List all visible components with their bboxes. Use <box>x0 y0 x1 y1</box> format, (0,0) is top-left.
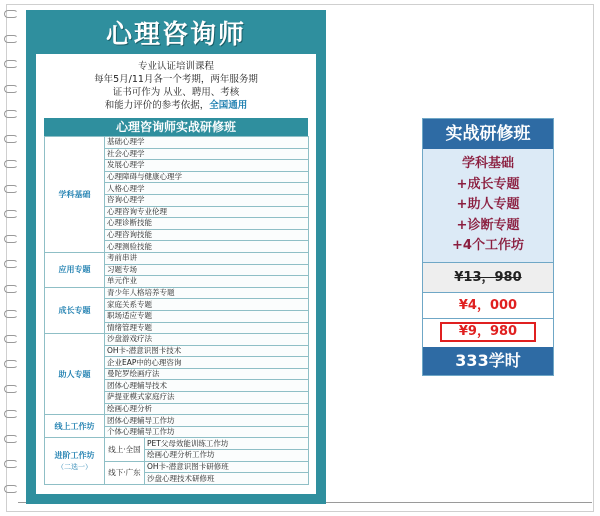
category-jinjie-sublabel: （二选一） <box>57 462 92 471</box>
category-xueke: 学科基础 <box>45 137 105 253</box>
course-item: 曼陀罗绘画疗法 <box>105 368 309 380</box>
table-row <box>45 287 309 299</box>
discount-price: ¥4，000 <box>458 298 518 313</box>
flyer-title: 心理咨询师 <box>105 20 246 50</box>
course-item: 职场适应专题 <box>105 310 309 322</box>
table-row <box>45 137 309 149</box>
table-row <box>45 415 309 427</box>
binder-ring-icon <box>4 35 18 43</box>
intro-line: 专业认证培训课程 <box>137 61 214 72</box>
category-xianshang: 线上工作坊 <box>45 415 105 438</box>
course-item: 单元作业 <box>105 276 309 288</box>
binder-ring-icon <box>4 285 18 293</box>
intro-text: 和能力评价的参考依据， <box>104 100 210 111</box>
course-item: 心理咨询专业伦理 <box>105 206 309 218</box>
category-yingyong: 应用专题 <box>45 252 105 287</box>
binder-ring-icon <box>4 235 18 243</box>
table-row <box>45 252 309 264</box>
course-table <box>44 136 309 485</box>
course-table-header: 心理咨询师实战研修班 <box>44 118 308 136</box>
original-price: ¥13，980 <box>454 270 522 285</box>
flyer-intro <box>36 60 316 112</box>
intro-line: 每年5月/11月各一个考期，两年服务期 <box>94 74 258 85</box>
course-item: 心理测验技能 <box>105 241 309 253</box>
intro-line: 证书可作为 从业、聘用、考核 <box>112 87 240 98</box>
final-price-row <box>423 319 553 347</box>
binder-ring-icon <box>4 335 18 343</box>
course-item: 心理咨询技能 <box>105 229 309 241</box>
table-row <box>45 438 309 450</box>
course-item: OH卡-潜意识图卡研修班 <box>145 461 309 473</box>
course-item: 发展心理学 <box>105 160 309 172</box>
binder-ring-icon <box>4 310 18 318</box>
category-chengzhang: 成长专题 <box>45 287 105 333</box>
course-item: 习题专场 <box>105 264 309 276</box>
flyer-body <box>36 54 316 494</box>
binder-ring-icon <box>4 210 18 218</box>
subgroup-guangdong: 线下·广东 <box>105 461 145 484</box>
intro-highlight: 全国通用 <box>209 100 248 111</box>
binder-ring-icon <box>4 385 18 393</box>
binder-ring-icon <box>4 135 18 143</box>
course-item: PET父母效能训练工作坊 <box>145 438 309 450</box>
course-item: 考前串讲 <box>105 252 309 264</box>
pricing-panel <box>422 118 554 376</box>
category-zhuren: 助人专题 <box>45 334 105 415</box>
binder-rings <box>0 8 18 508</box>
binder-ring-icon <box>4 485 18 493</box>
course-item: 家庭关系专题 <box>105 299 309 311</box>
discount-price-row <box>423 293 553 319</box>
course-item: 沙盘心理技术研修班 <box>145 473 309 485</box>
course-item: 团体心理辅导技术 <box>105 380 309 392</box>
course-item: OH卡-潜意识图卡技术 <box>105 345 309 357</box>
course-item: 个体心理辅导工作坊 <box>105 426 309 438</box>
course-item: 沙盘游戏疗法 <box>105 334 309 346</box>
category-jinjie-label: 进阶工作坊 <box>54 450 95 460</box>
course-item: 绘画心理分析 <box>105 403 309 415</box>
final-price: ¥9，980 <box>440 322 536 342</box>
original-price-row <box>423 263 553 293</box>
binder-ring-icon <box>4 360 18 368</box>
category-jinjie <box>45 438 105 484</box>
binder-ring-icon <box>4 160 18 168</box>
course-item: 咨询心理学 <box>105 194 309 206</box>
course-item: 团体心理辅导工作坊 <box>105 415 309 427</box>
panel-features <box>423 149 553 263</box>
binder-ring-icon <box>4 85 18 93</box>
course-item: 心理诊断技能 <box>105 218 309 230</box>
binder-ring-icon <box>4 435 18 443</box>
course-item: 青少年人格培养专题 <box>105 287 309 299</box>
course-item: 情绪管理专题 <box>105 322 309 334</box>
binder-ring-icon <box>4 185 18 193</box>
course-item: 基础心理学 <box>105 137 309 149</box>
binder-ring-icon <box>4 460 18 468</box>
binder-ring-icon <box>4 60 18 68</box>
feature-item: +成长专题 <box>456 176 520 192</box>
course-item: 绘画心理分析工作坊 <box>145 450 309 462</box>
course-flyer <box>26 10 326 504</box>
feature-item: +4个工作坊 <box>452 238 524 253</box>
feature-item: 学科基础 <box>461 156 514 171</box>
course-item: 社会心理学 <box>105 148 309 160</box>
binder-ring-icon <box>4 110 18 118</box>
panel-title: 实战研修班 <box>423 119 553 149</box>
feature-item: +助人专题 <box>456 197 520 212</box>
course-item: 人格心理学 <box>105 183 309 195</box>
binder-ring-icon <box>4 10 18 18</box>
binder-ring-icon <box>4 410 18 418</box>
course-item: 企业EAP中的心理咨询 <box>105 357 309 369</box>
feature-item: +诊断专题 <box>456 217 520 233</box>
course-item: 萨提亚模式家庭疗法 <box>105 392 309 404</box>
course-item: 心理障碍与健康心理学 <box>105 171 309 183</box>
table-row <box>45 334 309 346</box>
binder-ring-icon <box>4 260 18 268</box>
hours-label: 333学时 <box>423 347 553 375</box>
intro-line <box>36 99 316 112</box>
subgroup-quanguo: 线上·全国 <box>105 438 145 461</box>
